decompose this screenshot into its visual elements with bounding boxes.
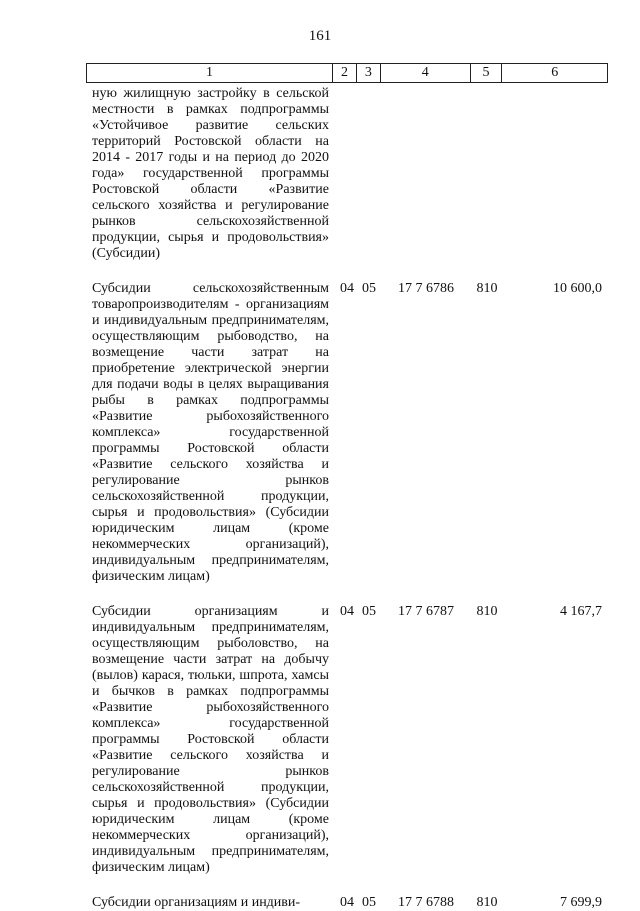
- row-expense-type: [471, 86, 503, 262]
- row-section: 04: [340, 281, 354, 296]
- row-amount: 10 600,0: [553, 281, 602, 296]
- row-expense-type: 810: [476, 895, 498, 910]
- row-subsection: 05: [362, 281, 376, 296]
- table-header: [86, 63, 608, 83]
- row-subsection: 05: [362, 895, 376, 910]
- row-target-article: [381, 86, 471, 262]
- row-description: Субсидии организациям и индивидуальным предпринимателям, осуществляющим рыболовство, на возмещение части затрат на добычу (вылов) карася, тюльки, шпрота, хамсы и бычков в рамках подпрограммы «Развитие рыбохозяйственного комплекса» государственной программы Ростовской области «Развитие сельского хозяйства и регулирование рынков сельскохозяйственной продукции, сырья и продовольствия» (Субсидии юридическим лицам (кроме некоммерческих организаций), индивидуальным предпринимателям, физическим лицам): [92, 604, 329, 875]
- row-target-article: 17 7 6787: [398, 604, 454, 619]
- row-subsection: [357, 86, 381, 262]
- row-description: Субсидии организациям и индиви-: [92, 895, 301, 910]
- header-col-3: 3: [357, 64, 381, 82]
- table-row: [86, 895, 608, 911]
- header-col-4: 4: [381, 64, 471, 82]
- row-expense-type: 810: [476, 281, 498, 296]
- row-amount: 4 167,7: [560, 604, 602, 619]
- row-section: 04: [340, 895, 354, 910]
- row-subsection: 05: [362, 604, 376, 619]
- row-expense-type: 810: [476, 604, 498, 619]
- row-section: [333, 86, 357, 262]
- row-description: Субсидии сельскохозяйственным товаропроизводителям - организациям и индивидуальным предпринимателям, осуществляющим рыбоводство, на возмещение части затрат на приобретение электрической энергии для подачи воды в целях выращивания рыбы в рамках подпрограммы «Развитие рыбохозяйственного комплекса» государственной программы Ростовской области «Развитие сельского хозяйства и регулирование рынков сельскохозяйственной продукции, сырья и продовольствия» (Субсидии юридическим лицам (кроме некоммерческих организаций), индивидуальным предпринимателям, физическим лицам): [92, 281, 329, 584]
- row-target-article: 17 7 6786: [398, 281, 454, 296]
- page-number: 161: [308, 28, 332, 44]
- row-description: ную жилищную застройку в сельской местности в рамках подпрограммы «Устойчивое развитие сельских территорий Ростовской области на 2014 - 2017 годы и на период до 2020 года» государственной программы Ростовской области «Развитие сельского хозяйства и регулирование рынков сельскохозяйственной продукции, сырья и продовольствия» (Субсидии): [92, 86, 329, 261]
- table-row: [86, 281, 608, 585]
- header-col-6: 6: [551, 65, 559, 80]
- table-row: [86, 86, 608, 262]
- row-amount: [503, 86, 608, 262]
- row-section: 04: [340, 604, 354, 619]
- header-col-2: 2: [333, 64, 357, 82]
- table-body: [86, 86, 608, 911]
- row-target-article: 17 7 6788: [398, 895, 454, 910]
- row-amount: 7 699,9: [560, 895, 602, 910]
- table-row: [86, 604, 608, 876]
- header-col-5: 5: [471, 64, 503, 82]
- header-col-1: 1: [87, 64, 333, 82]
